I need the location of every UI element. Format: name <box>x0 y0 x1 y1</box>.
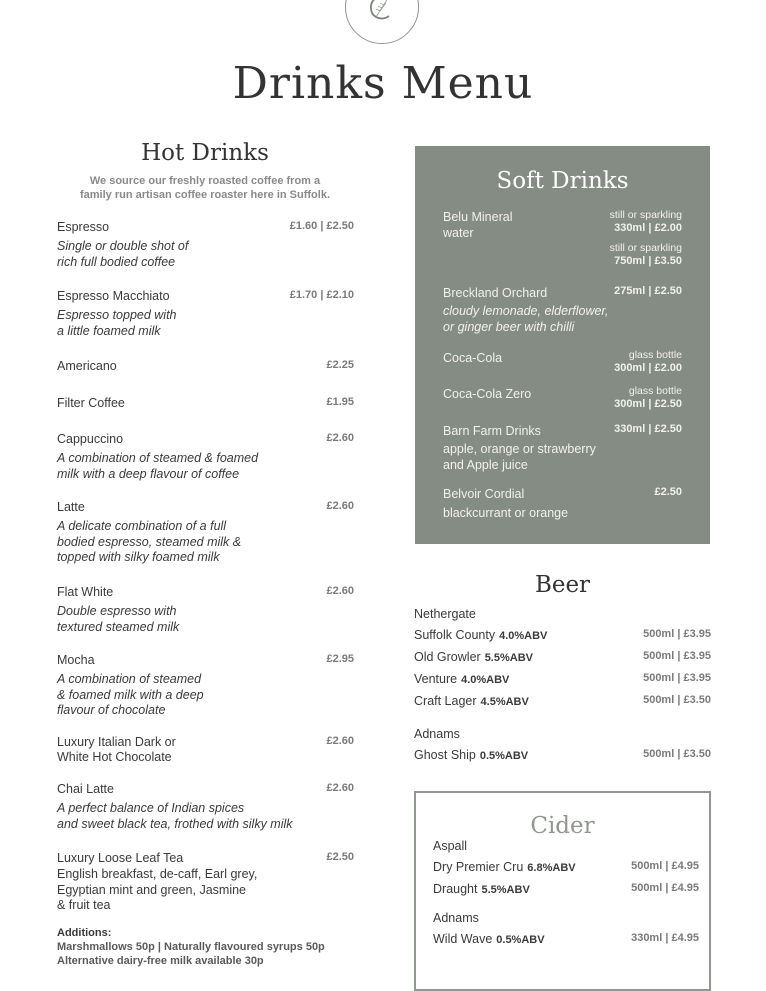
beer-row: Old Growler 5.5%ABV 500ml | £3.95 <box>414 650 711 664</box>
soft-item-coca-cola-zero: Coca-Cola Zero glass bottle 300ml | £2.50 <box>443 385 682 410</box>
logo-monogram <box>345 0 419 44</box>
menu-item-chai-latte: Chai Latte £2.60 A perfect balance of Indian spices and sweet black tea, frothed with silky milk <box>57 782 354 831</box>
menu-item-espresso-macchiato: Espresso Macchiato £1.70 | £2.10 Espresso topped with a little foamed milk <box>57 289 354 338</box>
beer-section <box>414 572 711 762</box>
soft-item-belu-water: Belu Mineral water still or sparkling 330ml | £2.00 still or sparkling 750ml | £3.50 <box>443 209 682 267</box>
brewer-nethergate: Nethergate <box>414 607 476 621</box>
beer-heading: Beer <box>534 572 591 598</box>
cider-row: Wild Wave 0.5%ABV 330ml | £4.95 <box>433 932 699 946</box>
brewer-adnams: Adnams <box>414 727 460 741</box>
hot-drinks-heading: Hot Drinks <box>141 140 269 166</box>
menu-item-espresso: Espresso £1.60 | £2.50 Single or double shot of rich full bodied coffee <box>57 220 354 269</box>
soft-item-barn-farm-drinks: Barn Farm Drinks apple, orange or strawberry and Apple juice 330ml | £2.50 <box>443 423 682 472</box>
beer-row: Suffolk County 4.0%ABV 500ml | £3.95 <box>414 628 711 642</box>
leaf-c-monogram-icon <box>362 0 402 27</box>
menu-item-latte: Latte £2.60 A delicate combination of a full bodied espresso, steamed milk & topped with silky foamed milk <box>57 500 354 564</box>
brewer-aspall: Aspall <box>433 839 468 853</box>
soft-drinks-heading: Soft Drinks <box>496 168 629 194</box>
additions-note: Additions: Marshmallows 50p | Naturally flavoured syrups 50p Alternative dairy-free milk available 30p <box>57 927 325 967</box>
cider-box <box>414 791 711 991</box>
menu-item-americano: Americano £2.25 <box>57 359 354 373</box>
hot-drinks-intro: We source our freshly roasted coffee from a family run artisan coffee roaster here in Suffolk. <box>79 175 330 201</box>
soft-item-coca-cola: Coca-Cola glass bottle 300ml | £2.00 <box>443 349 682 374</box>
brewer-adnams-cider: Adnams <box>433 911 479 925</box>
hot-drinks-section <box>57 140 357 967</box>
menu-item-mocha: Mocha £2.95 A combination of steamed & foamed milk with a deep flavour of chocolate <box>57 653 354 717</box>
soft-drinks-panel <box>415 146 710 544</box>
beer-row: Ghost Ship 0.5%ABV 500ml | £3.50 <box>414 748 711 762</box>
menu-item-cappuccino: Cappuccino £2.60 A combination of steamed & foamed milk with a deep flavour of coffee <box>57 432 354 481</box>
beer-row: Craft Lager 4.5%ABV 500ml | £3.50 <box>414 694 711 708</box>
soft-item-belvoir-cordial: Belvoir Cordial blackcurrant or orange £2.50 <box>443 486 682 520</box>
soft-item-breckland-orchard: Breckland Orchard cloudy lemonade, elderflower, or ginger beer with chilli 275ml | £2.50 <box>443 285 682 334</box>
page-title: Drinks Menu <box>232 58 534 109</box>
beer-row: Venture 4.0%ABV 500ml | £3.95 <box>414 672 711 686</box>
cider-row: Draught 5.5%ABV 500ml | £4.95 <box>433 882 699 896</box>
menu-item-hot-chocolate: Luxury Italian Dark or White Hot Chocolate £2.60 <box>57 735 354 764</box>
menu-item-filter-coffee: Filter Coffee £1.95 <box>57 396 354 410</box>
menu-item-flat-white: Flat White £2.60 Double espresso with textured steamed milk <box>57 585 354 634</box>
cider-row: Dry Premier Cru 6.8%ABV 500ml | £4.95 <box>433 860 699 874</box>
menu-item-loose-leaf-tea: Luxury Loose Leaf Tea £2.50 English breakfast, de-caff, Earl grey, Egyptian mint and green, Jasmine & fruit tea <box>57 851 354 912</box>
cider-heading: Cider <box>530 813 595 839</box>
